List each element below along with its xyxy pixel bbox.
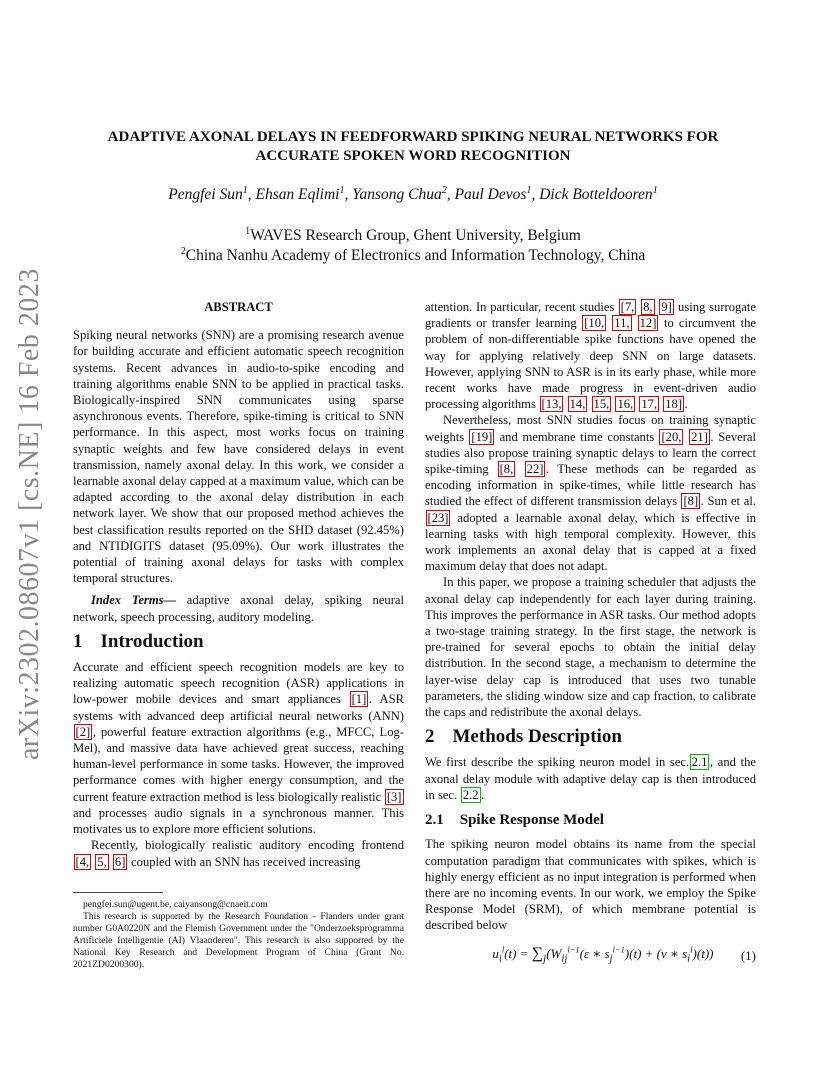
left-column — [73, 299, 404, 971]
equation-number: (1) — [740, 947, 756, 963]
equation-1 — [425, 946, 756, 967]
paper-title — [60, 128, 766, 166]
citation-link[interactable]: 9] — [661, 300, 672, 314]
affiliation-number: 1 — [245, 225, 251, 237]
footnote-funding: This research is supported by the Research Foundation - Flanders under grant number G0A0220N and the Flemish Government under the "Onderzoeksprogramma Artificiele Intelligentie (AI) Vlaanderen". This research is also supported by the National Key Research and Development Program of China (Grant No. 2021ZD0200300). — [73, 910, 404, 970]
section-heading-introduction — [73, 630, 404, 652]
section-heading-methods — [425, 726, 756, 748]
section-number: 2 — [425, 726, 435, 748]
author-affiliation-mark: 2 — [441, 184, 447, 196]
affiliation — [60, 246, 766, 266]
author: Dick Botteldooren — [539, 186, 653, 203]
author-list: Pengfei Sun$^1$, Ehsan Eqlimi$^1$, Yansong Chua$^2$, Paul Devos$^1$, Dick Botteldooren$^1$ — [168, 184, 658, 203]
author-affiliation-mark: 1 — [242, 184, 248, 196]
author-affiliation-mark: 1 — [339, 184, 345, 196]
affiliation-number: 2 — [180, 245, 186, 257]
title-line-2: ACCURATE SPOKEN WORD RECOGNITION — [255, 148, 571, 164]
citation-link[interactable]: [20, — [661, 429, 682, 444]
citation-link[interactable]: 21] — [691, 429, 708, 444]
citation-link[interactable]: 6] — [114, 854, 126, 869]
citation-link[interactable]: 17, — [641, 397, 658, 412]
citation-link[interactable]: [19] — [471, 429, 493, 444]
citation-link[interactable]: 8, — [643, 300, 653, 314]
intro-paragraph-4: Nevertheless, most SNN studies focus on training synaptic weights [19] and membrane time constants [20, 21] . Several studies also propose training synaptic delays to learn the correct spike-timing [8, 22] . These methods can be regarded as encoding information in spike-times, while little research has studied the effect of different transmission delays [8] . Sun et al.[23] adopted a learnable axonal delay, which is effective in learning tasks with high temporal complexity. However, this work implements an axonal delay that is capped at a fixed maximum delay that does not adapt. — [425, 413, 757, 574]
author: Ehsan Eqlimi — [255, 186, 340, 203]
citation-link[interactable]: 15, — [593, 397, 610, 412]
intro-paragraph-3: attention. In particular, recent studies [7, 8, 9] using surrogate gradients or transfer learning [10, 11, 12] to circumvent the problem of non-differentiable spike functions have opened the way for applying relatively deep SNN on large datasets. However, applying SNN to ASR is in its early phase, while more recent works have made progress in event-driven audio processing algorithms [13, 14, 15, 16, 17, 18] . — [425, 300, 757, 412]
abstract-text: Spiking neural networks (SNN) are a promising research avenue for building accurate and efficient automatic speech recognition systems. Recent advances in audio-to-spike encoding and training algorithms enable SNN to be applied in practical tasks. Biologically-inspired SNN communicates using sparse asynchronous events. Therefore, spike-timing is critical to SNN performance. In this aspect, most works focus on training synaptic weights and few have considered delays in event transmission, namely axonal delay. In this work, we consider a learnable axonal delay capped at a maximum value, which can be adapted according to the axonal delay distribution in each network layer. We show that our proposed method achieves the best classification results reported on the SHD dataset (92.45%) and NTIDIGITS dataset (95.09%). Our work illustrates the potential of training axonal delays for tasks with complex temporal structures. — [73, 328, 404, 586]
affiliations — [60, 226, 766, 266]
footnote-divider — [73, 892, 163, 893]
affiliation-text: WAVES Research Group, Ghent University, Belgium — [250, 227, 581, 244]
citation-link[interactable]: [8, — [499, 462, 514, 477]
citation-link[interactable]: [2] — [75, 724, 91, 739]
section-title: Introduction — [100, 630, 204, 652]
intro-paragraph-5: In this paper, we propose a training scheduler that adjusts the axonal delay cap independently for each layer during training. This improves the performance in ASR tasks. Our method adopts a two-stage training strategy. In the first stage, the network is pre-trained for several epochs to obtain the initial delay distribution. In the second stage, a mechanism to determine the layer-wise delay cap is introduced that uses two tunable parameters, the sliding window size and cap fraction, to calibrate the caps and redistribute the axonal delays. — [425, 575, 756, 720]
section-link[interactable]: 2.2 — [462, 787, 479, 802]
index-terms-label: Index Terms— — [91, 593, 177, 608]
author-affiliation-mark: 1 — [526, 184, 532, 196]
subsection-number: 2.1 — [425, 812, 444, 829]
author: Yansong Chua — [352, 186, 442, 203]
citation-link[interactable]: [1] — [351, 692, 367, 707]
affiliation-text: China Nanhu Academy of Electronics and Information Technology, China — [185, 247, 646, 264]
footnote-email: pengfei.sun@ugent.be, caiyansong@cnaeit.com — [83, 898, 268, 910]
right-column — [425, 299, 756, 966]
index-terms-text: adaptive axonal delay, spiking neural network, speech processing, auditory modeling. — [73, 593, 404, 624]
citation-link[interactable]: 16, — [617, 397, 634, 412]
section-link[interactable]: 2.1 — [691, 755, 708, 770]
author: Pengfei Sun — [168, 186, 243, 203]
citation-link[interactable]: [3] — [386, 789, 402, 804]
affiliation — [60, 226, 766, 246]
citation-link[interactable]: [8] — [683, 494, 699, 509]
citation-link[interactable]: 11, — [614, 316, 630, 331]
citation-link[interactable]: 5, — [97, 854, 107, 869]
index-terms — [73, 592, 404, 624]
equation-body: $u_i^l(t) = \sum_j(W_{ij}^{l-1}(\varepsilon$ ∗ $s_j^{l-1})(t) + (\nu$ ∗ $s_i^l)(t)$) — [492, 944, 714, 965]
citation-link[interactable]: 14, — [569, 397, 586, 412]
author-affiliation-mark: 1 — [652, 184, 658, 196]
arxiv-identifier: arXiv:2302.08607v1 [cs.NE] 16 Feb 2023 — [14, 268, 45, 760]
citation-link[interactable]: 22] — [526, 462, 544, 477]
citation-link[interactable]: [7, — [620, 300, 635, 314]
methods-paragraph-1: We first describe the spiking neuron model in sec. 2.1 , and the axonal delay module with adaptive delay cap is then introduced in sec. 2.2 . — [425, 755, 756, 802]
intro-paragraph-1: Accurate and efficient speech recognition models are key to realizing automatic speech recognition (ASR) applications in low-power mobile devices and smart appliances [1] . ASR systems with advanced deep artificial neural networks (ANN) [2] , powerful feature extraction algorithms (e.g., MFCC, Log-Mel), and massive data have achieved great success, reaching human-level performance in some tasks. However, the improved performance comes with higher energy consumption, and the current feature extraction method is less biologically realistic [3] and processes audio signals in a synchronous manner. This motivates us to explore more efficient solutions. — [73, 660, 404, 837]
author: Paul Devos — [454, 186, 527, 203]
title-line-1: ADAPTIVE AXONAL DELAYS IN FEEDFORWARD SPIKING NEURAL NETWORKS FOR — [107, 129, 719, 145]
section-number: 1 — [73, 630, 83, 652]
citation-link[interactable]: [13, — [541, 397, 562, 412]
citation-link[interactable]: 18] — [665, 397, 683, 412]
citation-link[interactable]: [23] — [427, 510, 449, 525]
section-title: Methods Description — [452, 726, 622, 748]
citation-link[interactable]: [10, — [584, 316, 605, 331]
footnote — [73, 899, 404, 971]
abstract-heading: ABSTRACT — [204, 300, 273, 314]
subsection-title: Spike Response Model — [459, 812, 604, 829]
intro-paragraph-2: Recently, biologically realistic auditory encoding frontend [4, 5, 6] coupled with an SNN has received increasing — [75, 838, 404, 869]
subsection-heading-srm — [425, 812, 756, 828]
srm-paragraph: The spiking neuron model obtains its name from the special computation paradigm that communicates with spikes, which is highly energy efficient as no input integration is performed when there are no incoming events. In our work, we employ the Spike Response Model (SRM), of which membrane potential is described below — [425, 837, 756, 933]
citation-link[interactable]: 12] — [639, 316, 657, 331]
citation-link[interactable]: [4, — [75, 854, 90, 869]
